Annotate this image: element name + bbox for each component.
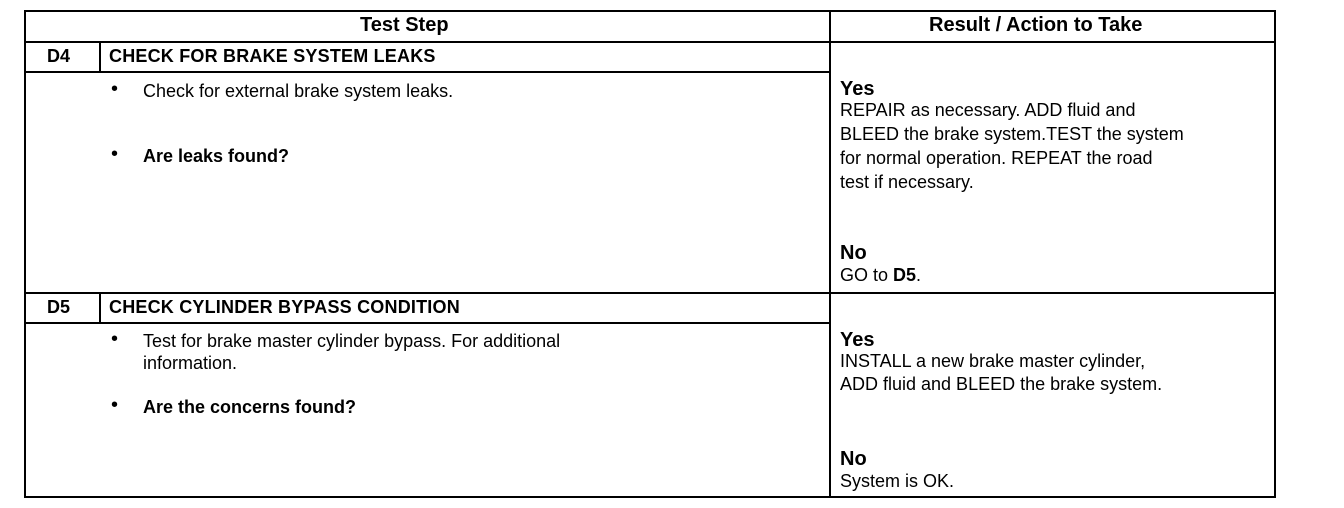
bullet-icon: •	[111, 328, 119, 350]
column-divider	[829, 12, 831, 498]
step-code-d4: D4	[47, 46, 71, 66]
section-divider	[26, 292, 1276, 294]
d4-no-suffix: .	[916, 265, 922, 285]
d4-title-divider	[26, 71, 829, 73]
d5-yes-line-1: INSTALL a new brake master cylinder,	[840, 351, 1146, 371]
d5-no-text: System is OK.	[840, 471, 955, 491]
bullet-icon: •	[111, 394, 119, 416]
step-code-d5: D5	[47, 297, 71, 317]
header-test-step: Test Step	[360, 14, 449, 36]
header-divider	[26, 41, 1276, 43]
d5-bullet-1-cont: information.	[143, 353, 238, 373]
d4-no-ref: D5	[893, 265, 917, 285]
d4-yes-line-3: for normal operation. REPEAT the road	[840, 148, 1153, 168]
d4-yes-line-1: REPAIR as necessary. ADD fluid and	[840, 100, 1136, 120]
d5-title-divider	[26, 322, 829, 324]
d5-code-divider	[99, 294, 101, 322]
bullet-icon: •	[111, 143, 119, 165]
d5-no-label: No	[840, 448, 867, 470]
d4-yes-label: Yes	[840, 78, 875, 100]
d4-no-prefix: GO to	[840, 265, 894, 285]
header-result-action: Result / Action to Take	[929, 14, 1143, 36]
d5-bullet-2: Are the concerns found?	[143, 397, 357, 417]
d4-no-text	[840, 264, 921, 287]
d4-no-label: No	[840, 242, 867, 264]
d4-yes-line-2: BLEED the brake system.TEST the system	[840, 124, 1184, 144]
d5-bullet-1: Test for brake master cylinder bypass. For additional	[143, 331, 561, 351]
step-title-d5: CHECK CYLINDER BYPASS CONDITION	[109, 297, 460, 317]
d5-yes-line-2: ADD fluid and BLEED the brake system.	[840, 374, 1163, 394]
bullet-icon: •	[111, 78, 119, 100]
d4-yes-line-4: test if necessary.	[840, 172, 974, 192]
step-title-d4: CHECK FOR BRAKE SYSTEM LEAKS	[109, 46, 436, 66]
d4-bullet-2: Are leaks found?	[143, 146, 290, 166]
d5-yes-label: Yes	[840, 329, 875, 351]
d4-bullet-1: Check for external brake system leaks.	[143, 81, 454, 101]
d4-code-divider	[99, 43, 101, 71]
